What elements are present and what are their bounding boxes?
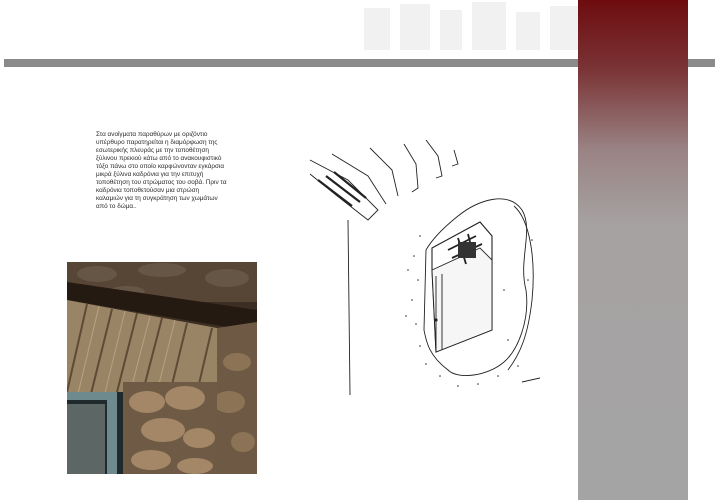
side-accent-panel: [578, 0, 688, 500]
window-lintel-sketch: [308, 140, 540, 395]
stone-window-lintel-photo: [67, 262, 257, 474]
faded-title-graphic: [360, 0, 580, 50]
description-text: Στα ανοίγματα παραθύρων με οριζόντιο υπέρθυρο παρατηρείται η διαμόρφωση της εσωτερικής πλευράς με την τοποθέτηση ξύλινου πρεκιού κάτω από το ανακουφιστικό τόξο πάνω στο οποίο καρφώνονταν εγκάρσια μικρά ξύλινα καδρόνια για την επιτυχή τοποθέτηση του στρώματος του σοβά. Πριν τα καδρόνια τοποθετούσαν μια στρώση καλαμιών για τη συγκράτηση των χωμάτων από το δώμα..: [96, 131, 227, 210]
